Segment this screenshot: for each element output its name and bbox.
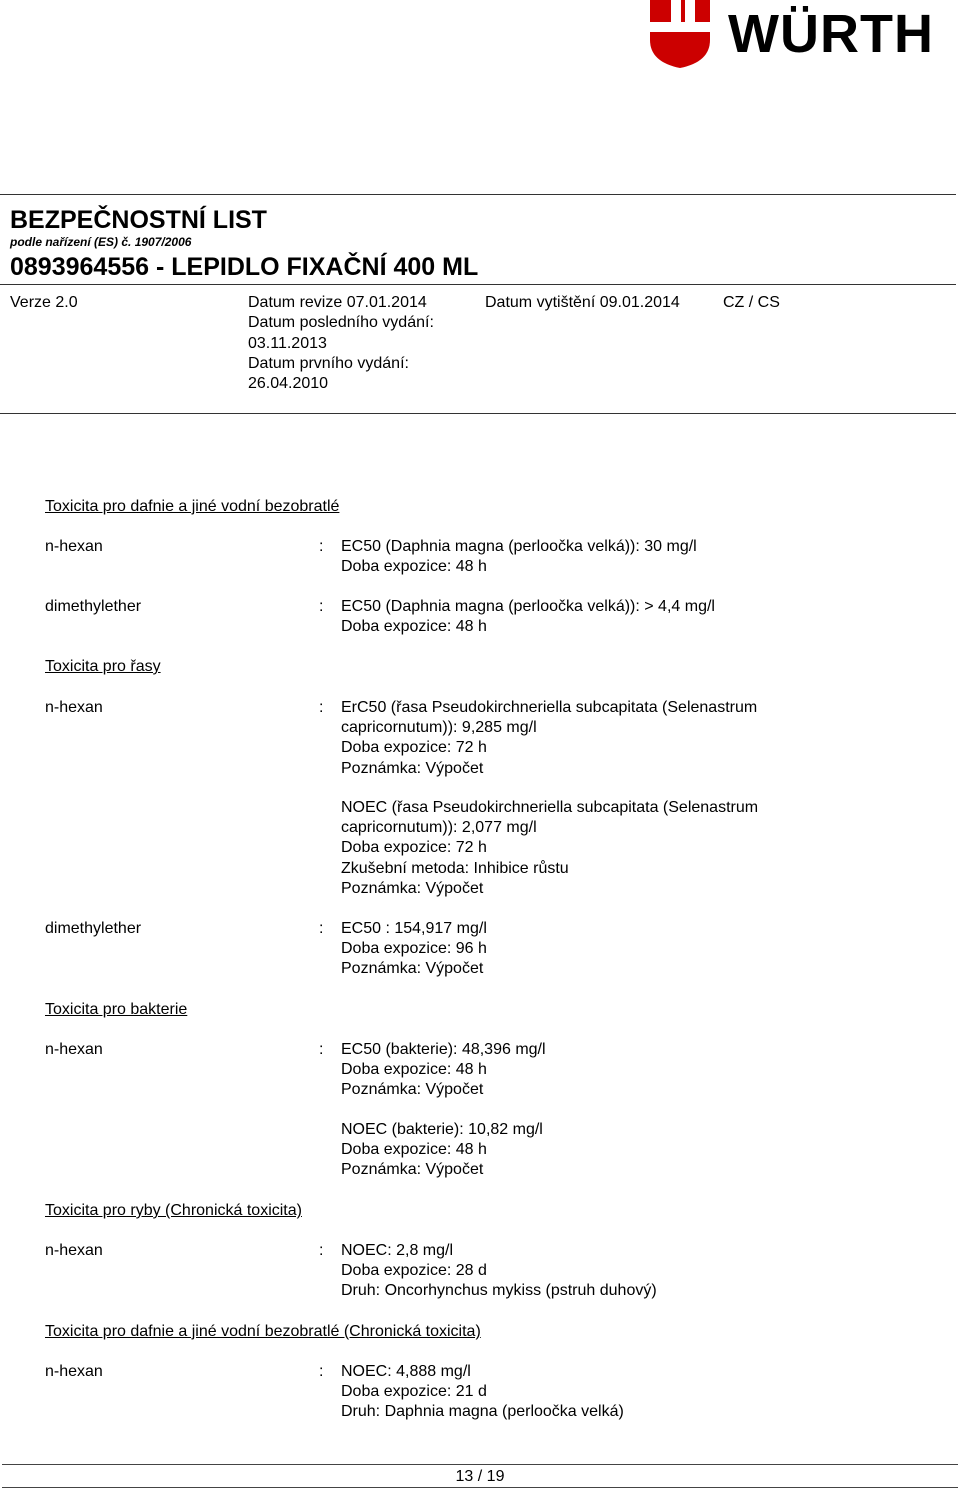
section-heading-daphnia: Toxicita pro dafnie a jiné vodní bezobratlé <box>45 498 340 515</box>
value-line: NOEC: 4,888 mg/l <box>341 1363 471 1380</box>
substance-label: n-hexan <box>45 538 103 555</box>
substance-label: n-hexan <box>45 1242 103 1259</box>
substance-label: dimethylether <box>45 920 142 937</box>
footer-divider-bottom <box>2 1487 958 1488</box>
print-date: Datum vytištění 09.01.2014 <box>485 294 680 311</box>
value-line: Doba expozice: 48 h <box>341 618 487 636</box>
wurth-emblem-icon <box>648 0 712 70</box>
last-issue-date: 03.11.2013 <box>248 334 327 352</box>
header-divider-top <box>0 194 956 195</box>
regulation-subtitle: podle nařízení (ES) č. 1907/2006 <box>10 235 192 249</box>
section-heading-algae: Toxicita pro řasy <box>45 658 161 675</box>
value-block <box>341 698 757 779</box>
substance-label: dimethylether <box>45 598 142 615</box>
substance-label: n-hexan <box>45 1041 103 1058</box>
value-line: Doba expozice: 48 h <box>341 1141 487 1159</box>
locale-block <box>723 293 780 313</box>
product-name: 0893964556 - LEPIDLO FIXAČNÍ 400 ML <box>10 253 479 281</box>
separator-colon: : <box>319 538 324 555</box>
value-block <box>341 537 697 577</box>
brand-name: WÜRTH <box>728 4 934 64</box>
value-line: EC50 (bakterie): 48,396 mg/l <box>341 1041 546 1058</box>
revision-date: Datum revize 07.01.2014 <box>248 294 427 311</box>
wurth-logo <box>648 0 958 70</box>
value-line: Doba expozice: 96 h <box>341 940 487 958</box>
value-block <box>341 1241 657 1302</box>
separator-colon: : <box>319 1041 324 1058</box>
value-line: EC50 : 154,917 mg/l <box>341 920 487 937</box>
separator-colon: : <box>319 699 324 716</box>
value-block <box>341 597 715 637</box>
separator-colon: : <box>319 598 324 615</box>
value-line: Doba expozice: 28 d <box>341 1262 487 1280</box>
value-line: ErC50 (řasa Pseudokirchneriella subcapitata (Selenastrum <box>341 699 758 716</box>
page-number: 13 / 19 <box>455 1468 505 1485</box>
header-divider-middle <box>0 284 956 285</box>
first-issue-date: 26.04.2010 <box>248 375 329 393</box>
last-issue-label: Datum posledního vydání: <box>248 314 434 332</box>
value-line: NOEC (bakterie): 10,82 mg/l <box>341 1121 543 1138</box>
header-divider-bottom <box>0 413 956 414</box>
value-line: Druh: Oncorhynchus mykiss (pstruh duhový) <box>341 1282 657 1300</box>
separator-colon: : <box>319 1363 324 1380</box>
value-line: Doba expozice: 72 h <box>341 839 487 857</box>
separator-colon: : <box>319 920 324 937</box>
value-line: EC50 (Daphnia magna (perloočka velká)): 30 mg/l <box>341 538 697 555</box>
version-block <box>10 293 78 313</box>
value-line: capricornutum)): 9,285 mg/l <box>341 719 537 737</box>
value-line: Poznámka: Výpočet <box>341 1081 484 1099</box>
value-line: Zkušební metoda: Inhibice růstu <box>341 859 569 877</box>
section-heading-daphnia-chronic: Toxicita pro dafnie a jiné vodní bezobratlé (Chronická toxicita) <box>45 1323 481 1340</box>
value-block <box>341 919 487 980</box>
value-line: Doba expozice: 21 d <box>341 1383 487 1401</box>
value-block <box>341 1362 624 1423</box>
locale: CZ / CS <box>723 294 780 311</box>
value-line: EC50 (Daphnia magna (perloočka velká)): > 4,4 mg/l <box>341 598 715 615</box>
value-line: Doba expozice: 72 h <box>341 739 487 757</box>
value-line: Doba expozice: 48 h <box>341 558 487 576</box>
substance-label: n-hexan <box>45 699 103 716</box>
document-title: BEZPEČNOSTNÍ LIST <box>10 206 267 234</box>
section-heading-fish-chronic: Toxicita pro ryby (Chronická toxicita) <box>45 1202 302 1219</box>
value-line: Poznámka: Výpočet <box>341 960 484 978</box>
value-line: Poznámka: Výpočet <box>341 759 484 777</box>
value-line: Poznámka: Výpočet <box>341 879 484 897</box>
version: Verze 2.0 <box>10 294 78 311</box>
substance-label: n-hexan <box>45 1363 103 1380</box>
value-line: NOEC (řasa Pseudokirchneriella subcapitata (Selenastrum <box>341 799 759 816</box>
value-line: capricornutum)): 2,077 mg/l <box>341 819 537 837</box>
first-issue-label: Datum prvního vydání: <box>248 354 409 372</box>
separator-colon: : <box>319 1242 324 1259</box>
print-date-block <box>485 293 680 313</box>
section-heading-bacteria: Toxicita pro bakterie <box>45 1001 188 1018</box>
dates-block <box>248 293 434 394</box>
value-line: Poznámka: Výpočet <box>341 1161 484 1179</box>
value-block <box>341 1040 546 1101</box>
value-line: Doba expozice: 48 h <box>341 1061 487 1079</box>
value-line: NOEC: 2,8 mg/l <box>341 1242 454 1259</box>
value-block <box>341 798 758 899</box>
footer-divider-top <box>2 1464 958 1465</box>
value-block <box>341 1120 543 1181</box>
value-line: Druh: Daphnia magna (perloočka velká) <box>341 1403 624 1421</box>
